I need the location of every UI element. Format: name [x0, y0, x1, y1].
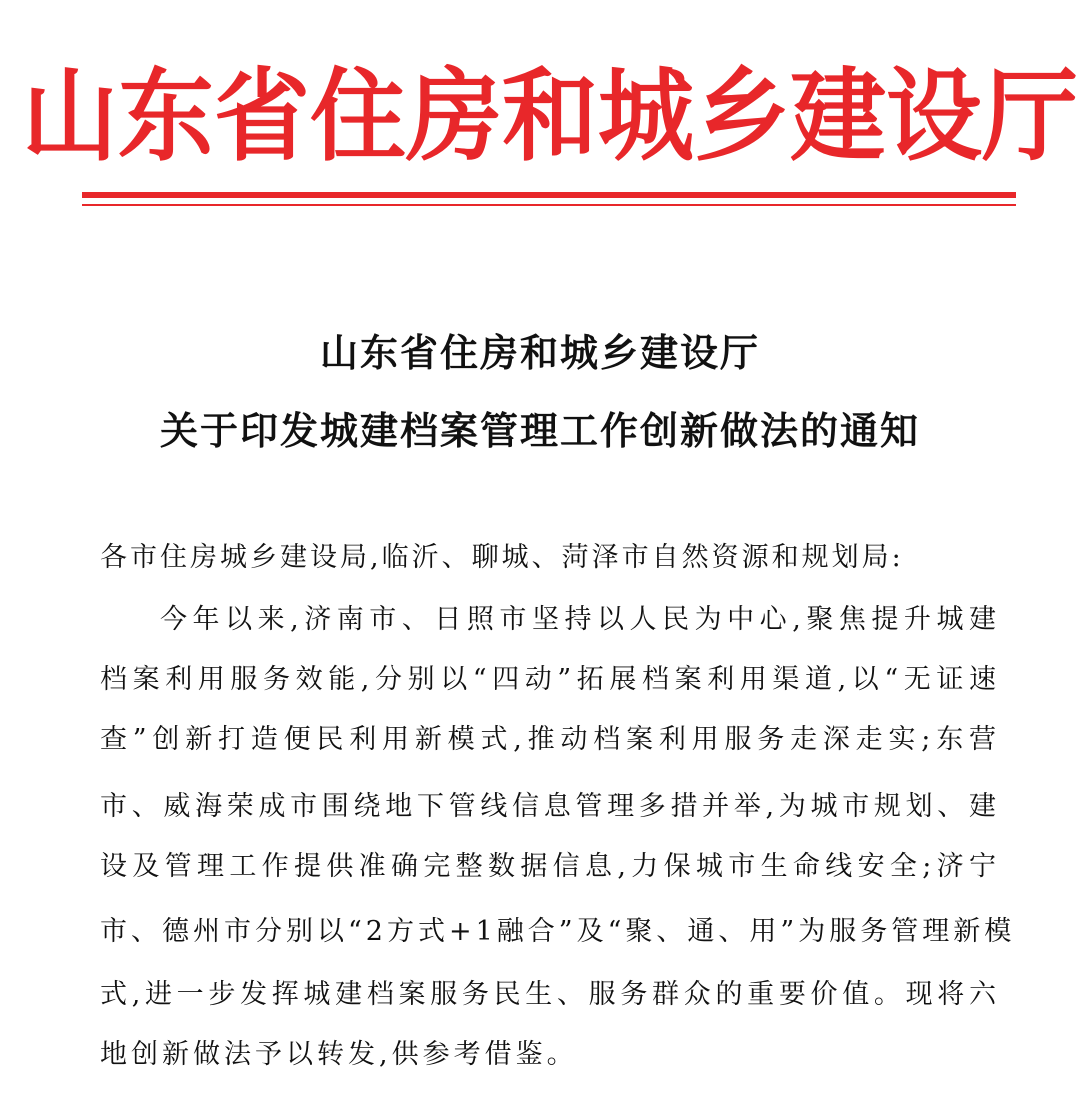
letterhead-title: 山东省住房和城乡建设厅 — [22, 57, 1078, 175]
body-line: 今年以来,济南市、日照市坚持以人民为中心,聚焦提升城建 — [160, 604, 1000, 635]
document-title-line-1: 山东省住房和城乡建设厅 — [319, 331, 760, 375]
body-line: 档案利用服务效能,分别以“四动”拓展档案利用渠道,以“无证速 — [100, 664, 1000, 695]
body-line: 地创新做法予以转发,供参考借鉴。 — [100, 1039, 578, 1070]
body-line: 市、德州市分别以“2方式+1融合”及“聚、通、用”为服务管理新模 — [100, 916, 1016, 947]
letterhead-rule-thin — [82, 204, 1016, 206]
body-line: 市、威海荣成市围绕地下管线信息管理多措并举,为城市规划、建 — [100, 791, 1000, 822]
body-line: 式,进一步发挥城建档案服务民生、服务群众的重要价值。现将六 — [100, 979, 1000, 1010]
salutation: 各市住房城乡建设局,临沂、聊城、菏泽市自然资源和规划局: — [100, 542, 904, 573]
document-title-line-2: 关于印发城建档案管理工作创新做法的通知 — [159, 409, 920, 453]
letterhead-rule-thick — [82, 192, 1016, 198]
body-line: 查”创新打造便民利用新模式,推动档案利用服务走深走实;东营 — [100, 724, 1000, 755]
body-line: 设及管理工作提供准确完整数据信息,力保城市生命线安全;济宁 — [100, 851, 1000, 882]
